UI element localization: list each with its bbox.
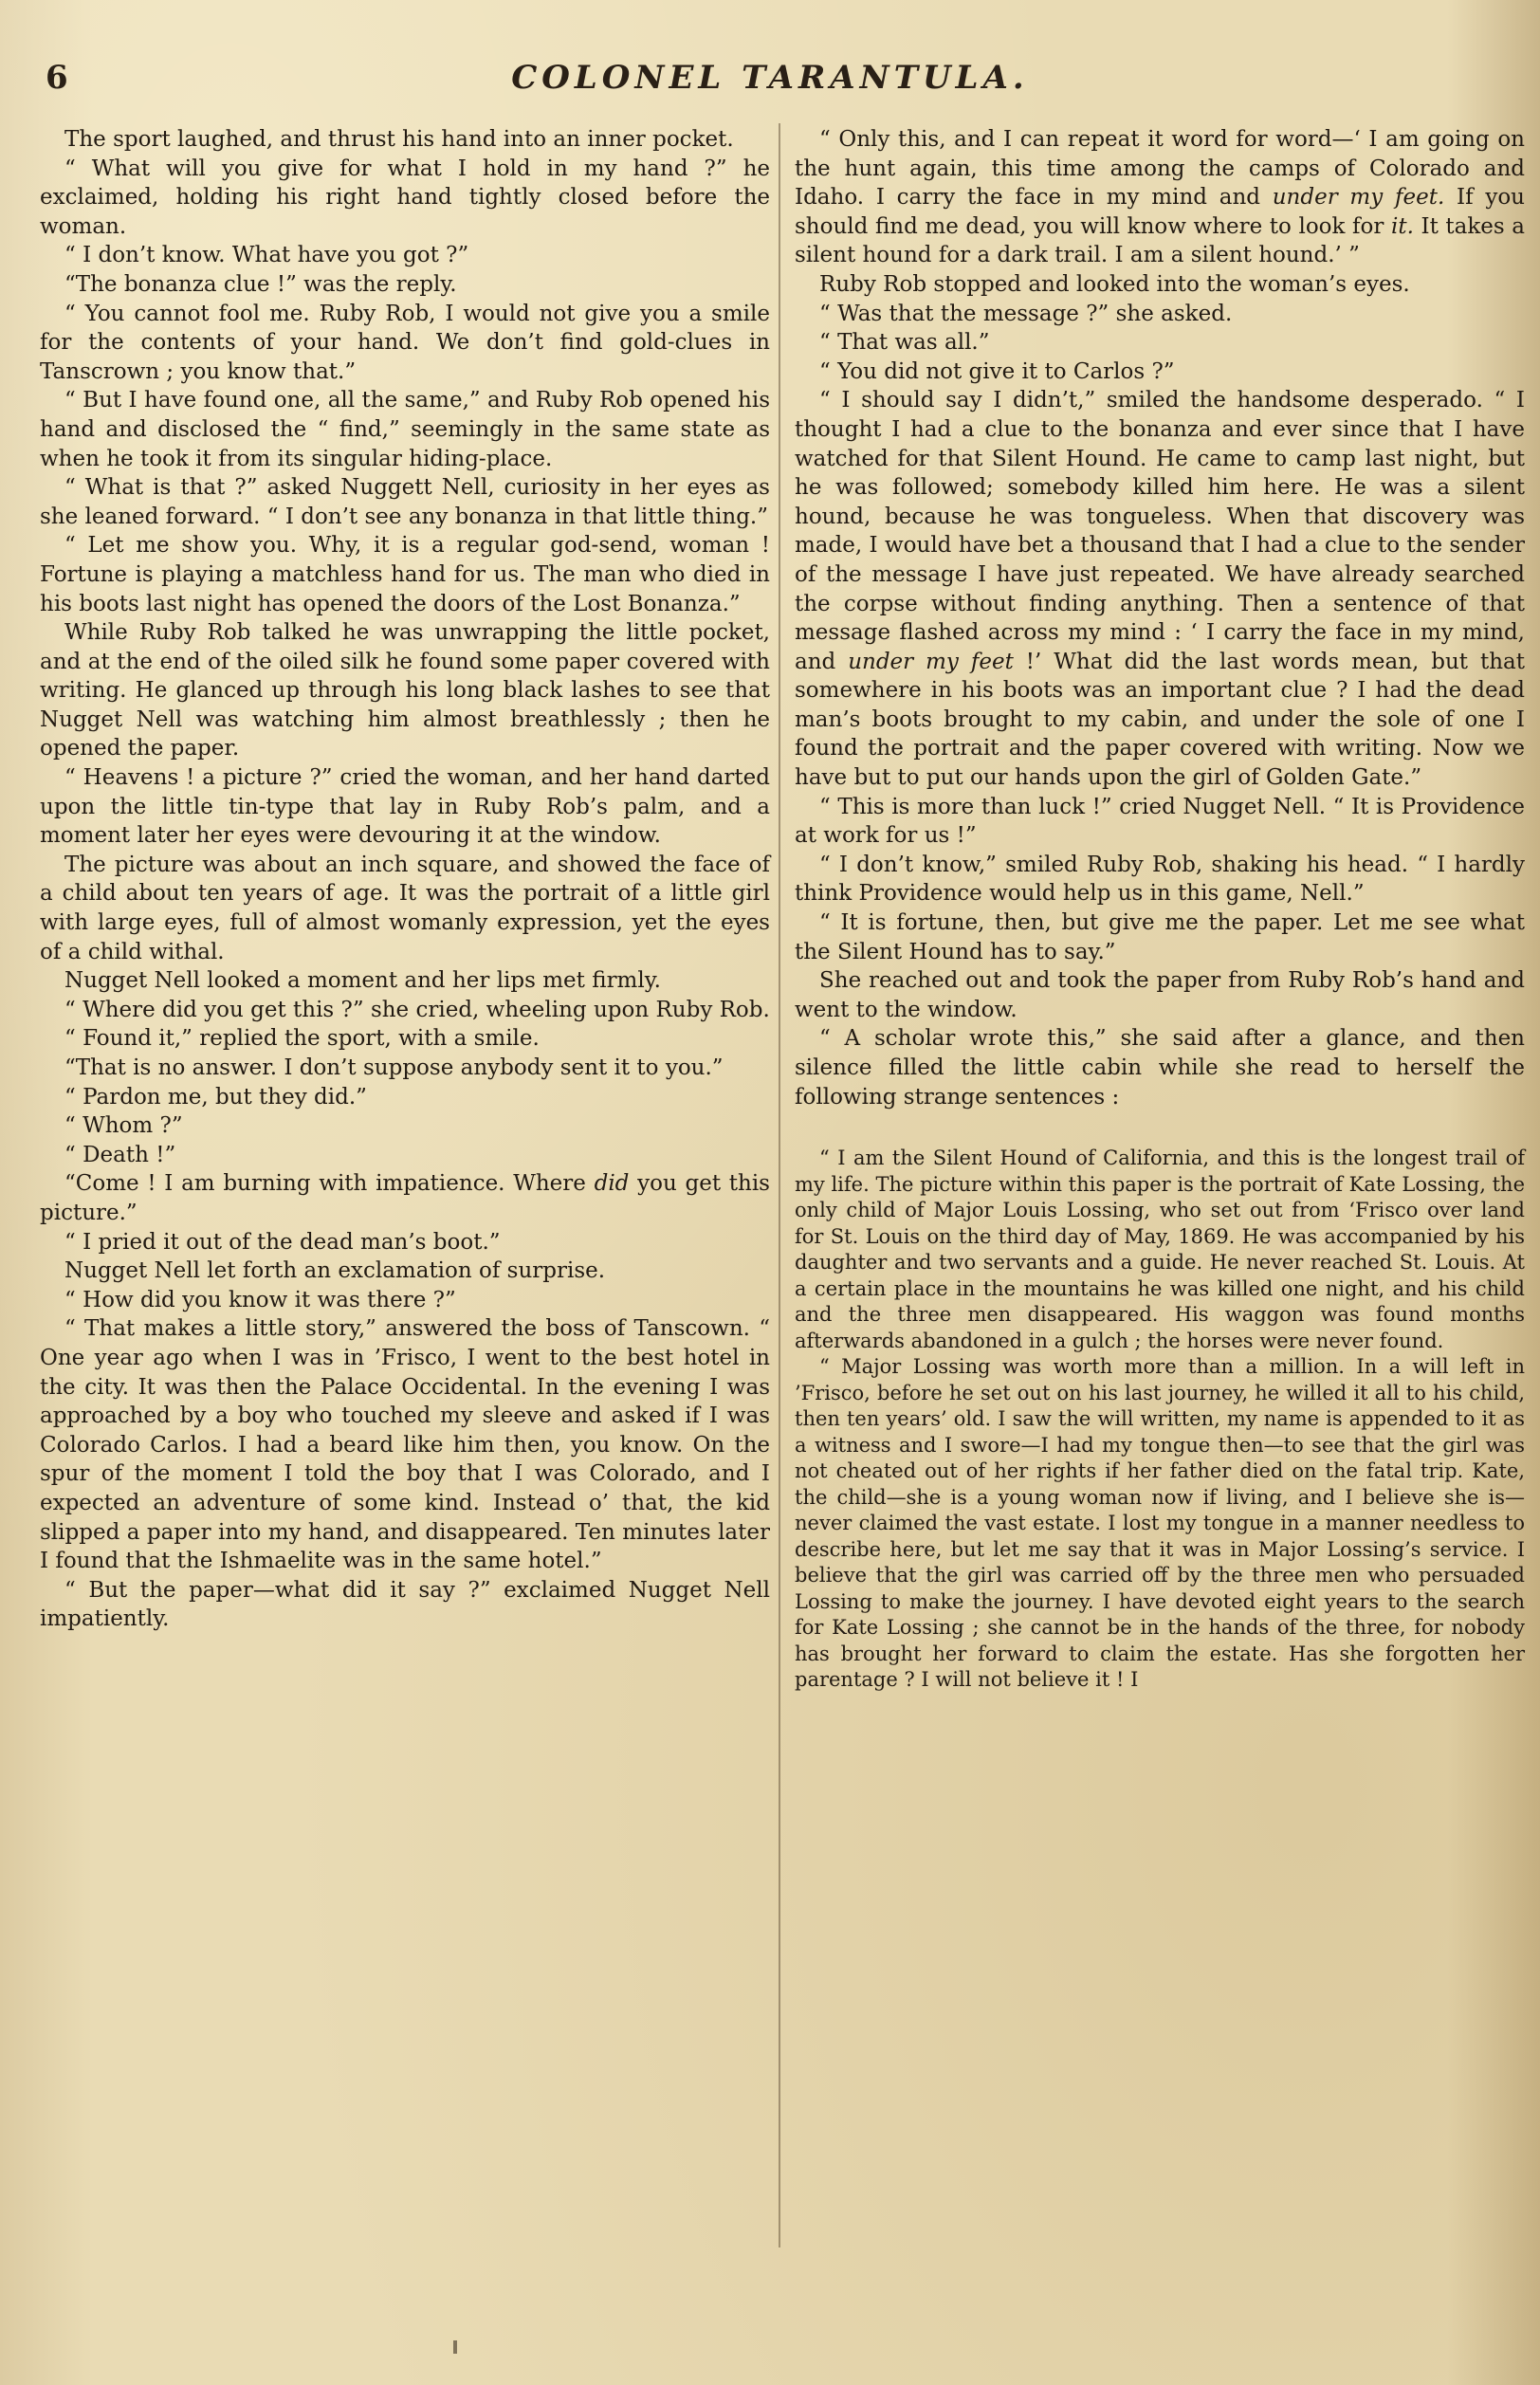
- paragraph: [40, 1169, 770, 1227]
- paragraph: The sport laughed, and thrust his hand into an inner pocket.: [64, 127, 734, 152]
- letter-paragraph: “ Major Lossing was worth more than a million. In a will left in ’Frisco, before he set out on his last journey, he willed it all to his child, then ten years’ old. I saw the will written, my name is appended to it as a witness and I swore—I had my tongue then—to see that the girl was not cheated out of her rights if her father died on the fatal trip. Kate, the child—she is a young woman now if living, and I believe she is—never claimed the vast estate. I lost my tongue in a manner needless to describe here, but let me say that it was in Major Lossing’s service. I believe that the girl was carried off by the three men who persuaded Lossing to make the journey. I have devoted eight years to the search for Kate Lossing ; she cannot be in the hands of the three, for nobody has brought her forward to claim the estate. Has she forgotten her parentage ? I will not believe it ! I: [795, 1355, 1525, 1692]
- print-speck: [453, 2340, 457, 2354]
- paragraph: “ Let me show you. Why, it is a regular god-send, woman ! Fortune is playing a matchless hand for us. The man who died in his boots last night has opened the doors of the Lost Bonanza.”: [40, 533, 770, 616]
- paragraph: “ But I have found one, all the same,” and Ruby Rob opened his hand and disclosed the “ find,” seemingly in the same state as when he took it from its singular hiding-place.: [40, 388, 770, 471]
- paragraph: “ What is that ?” asked Nuggett Nell, curiosity in her eyes as she leaned forward. “ I don’t see any bonanza in that little thing.”: [40, 475, 770, 529]
- page-number: 6: [46, 59, 68, 97]
- paragraph: “The bonanza clue !” was the reply.: [64, 271, 457, 297]
- paragraph: [795, 125, 1525, 270]
- paragraph: “ This is more than luck !” cried Nugget Nell. “ It is Providence at work for us !”: [795, 794, 1525, 849]
- text-run: you get this picture.”: [40, 1171, 770, 1225]
- paragraph: “ Death !”: [64, 1142, 176, 1167]
- paragraph: “ How did you know it was there ?”: [64, 1287, 456, 1312]
- left-column: [40, 125, 770, 1634]
- paragraph: “ You cannot fool me. Ruby Rob, I would not give you a smile for the contents of your hand. We don’t find gold-clues in Tanscrown ; you know that.”: [40, 301, 770, 384]
- paragraph: “ It is fortune, then, but give me the paper. Let me see what the Silent Hound has to say.”: [795, 910, 1525, 964]
- paragraph: She reached out and took the paper from Ruby Rob’s hand and went to the window.: [795, 968, 1525, 1022]
- paragraph: Nugget Nell looked a moment and her lips met firmly.: [64, 968, 661, 994]
- emphasis: did: [594, 1171, 630, 1197]
- letter-paragraph: “ I am the Silent Hound of California, and this is the longest trail of my life. The picture within this paper is the portrait of Kate Lossing, the only child of Major Louis Lossing, who set out from ‘Frisco over land for St. Louis on the third day of May, 1869. He was accompanied by his daughter and two servants and a guide. He never reached St. Louis. At a certain place in the mountains he was killed one night, and his child and the three men disappeared. His waggon was found months afterwards abandoned in a gulch ; the horses were never found.: [795, 1147, 1525, 1352]
- paragraph: “ Found it,” replied the sport, with a smile.: [64, 1026, 540, 1052]
- paragraph: “ I don’t know. What have you got ?”: [64, 243, 469, 268]
- paragraph: “ You did not give it to Carlos ?”: [819, 358, 1175, 384]
- paragraph: “ Pardon me, but they did.”: [64, 1084, 367, 1110]
- paragraph: Ruby Rob stopped and looked into the woman’s eyes.: [819, 271, 1410, 297]
- text-run: “Come ! I am burning with impatience. Where: [64, 1171, 595, 1197]
- paragraph: “ But the paper—what did it say ?” exclaimed Nugget Nell impatiently.: [40, 1577, 770, 1632]
- paragraph: “ That makes a little story,” answered the boss of Tanscown. “ One year ago when I was in ’Frisco, I went to the best hotel in the city. It was then the Palace Occidental. In the evening I was approached by a boy who touched my sleeve and asked if I was Colorado Carlos. I had a beard like him then, you know. On the spur of the moment I told the boy that I was Colorado, and I expected an adventure of some kind. Instead o’ that, the kid slipped a paper into my hand, and disappeared. Ten minutes later I found that the Ishmaelite was in the same hotel.”: [40, 1316, 770, 1574]
- paragraph: “ Heavens ! a picture ?” cried the woman, and her hand darted upon the little tin-type that lay in Ruby Rob’s palm, and a moment later her eyes were devouring it at the window.: [40, 765, 770, 849]
- text-run: It takes a silent hound for a dark trail. I am a silent hound.’ ”: [795, 213, 1526, 268]
- paragraph: Nugget Nell let forth an exclamation of surprise.: [64, 1258, 606, 1284]
- paragraph: While Ruby Rob talked he was unwrapping the little pocket, and at the end of the oiled silk he found some paper covered with writing. He glanced up through his long black lashes to see that Nugget Nell was watching him almost breathlessly ; then he opened the paper.: [40, 620, 770, 761]
- right-column: [795, 125, 1525, 1694]
- paragraph: “ I pried it out of the dead man’s boot.”: [64, 1229, 501, 1255]
- page-header: [46, 59, 1494, 106]
- paragraph: The picture was about an inch square, and showed the face of a child about ten years of age. It was the portrait of a little girl with large eyes, full of almost womanly expression, yet the eyes of a child withal.: [40, 852, 770, 964]
- paragraph: “That is no answer. I don’t suppose anybody sent it to you.”: [64, 1055, 724, 1080]
- emphasis: it.: [1390, 213, 1414, 239]
- paragraph: “ A scholar wrote this,” she said after a glance, and then silence filled the little cabin while she read to herself the following strange sentences :: [795, 1026, 1525, 1110]
- paragraph: “ Was that the message ?” she asked.: [819, 301, 1233, 326]
- paragraph: “ Whom ?”: [64, 1113, 183, 1139]
- column-divider: [779, 123, 780, 2247]
- text-run: If you should find me dead, you will know where to look for: [795, 185, 1526, 239]
- paragraph: “ That was all.”: [819, 330, 990, 356]
- paragraph: “ Where did you get this ?” she cried, wheeling upon Ruby Rob.: [64, 997, 770, 1022]
- emphasis: under my feet.: [1272, 185, 1445, 211]
- paragraph: “ What will you give for what I hold in my hand ?” he exclaimed, holding his right hand tightly closed before the woman.: [40, 156, 770, 239]
- running-title: COLONEL TARANTULA.: [511, 59, 1029, 97]
- paragraph: “ I don’t know,” smiled Ruby Rob, shaking his head. “ I hardly think Providence would help us in this game, Nell.”: [795, 852, 1525, 907]
- paragraph: [795, 386, 1525, 792]
- text-run: “ I should say I didn’t,” smiled the handsome desperado. “ I thought I had a clue to the bonanza and ever since that I have watched for that Silent Hound. He came to camp last night, but he was followed; somebody killed him here. He was a silent hound, because he was tongueless. When that discovery was made, I would have bet a thousand that I had a clue to the sender of the message I have just repeated. We have already searched the corpse without finding anything. Then a sentence of that message flashed across my mind : ‘ I carry the face in my mind, and: [795, 388, 1525, 674]
- text-run: !’ What did the last words mean, but that somewhere in his boots was an important clue ? I had the dead man’s boots brought to my cabin, and under the sole of one I found the portrait and the paper covered with writing. Now we have but to put our hands upon the girl of Golden Gate.”: [795, 649, 1526, 791]
- emphasis: under my feet: [848, 649, 1014, 674]
- quoted-letter: [795, 1146, 1525, 1694]
- text-run: “ Only this, and I can repeat it word for word—‘ I am going on the hunt again, this time among the camps of Colorado and Idaho. I carry the face in my mind and: [795, 127, 1525, 211]
